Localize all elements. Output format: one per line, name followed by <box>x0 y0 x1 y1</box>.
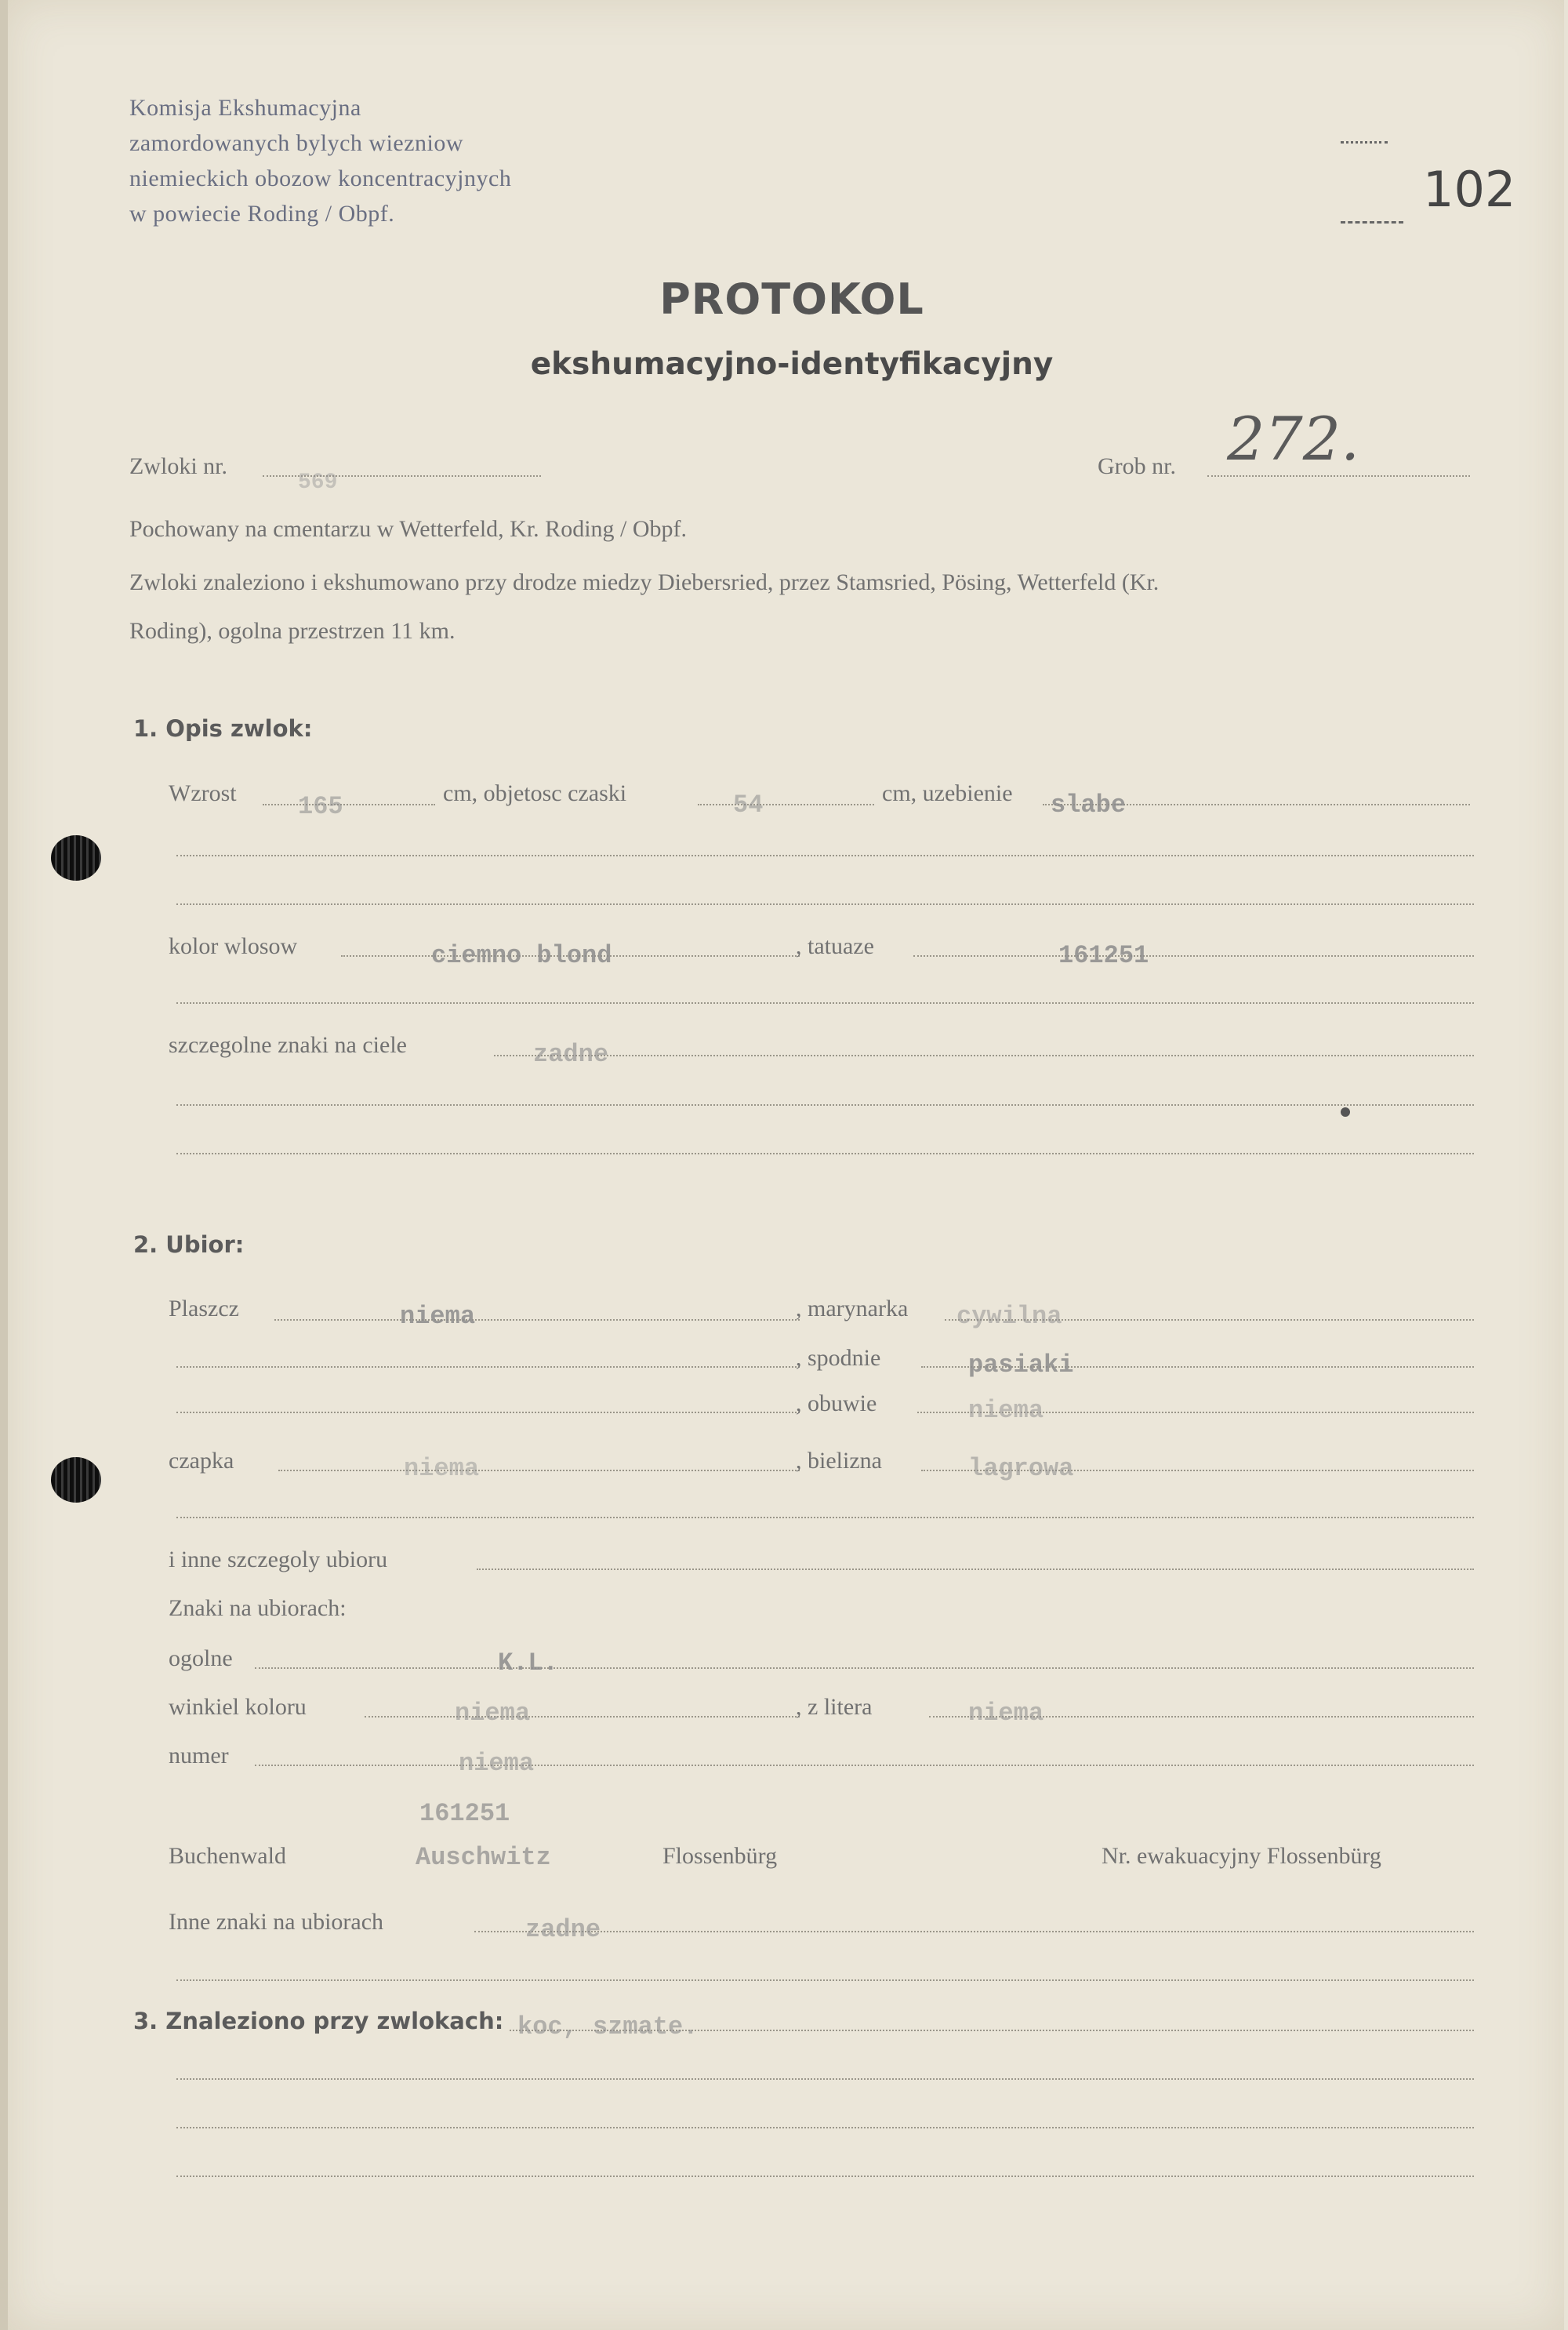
grob-label: Grob nr. <box>1098 453 1176 479</box>
hair-color-value: ciemno blond <box>431 941 612 970</box>
blank-line <box>176 2176 1474 2177</box>
marks-dotted-line <box>494 1055 1474 1056</box>
numer-dotted-line <box>255 1765 1474 1766</box>
inne-znaki-value: zadne <box>525 1915 601 1944</box>
marks-label: szczegolne znaki na ciele <box>169 1032 407 1058</box>
numer-value: niema <box>459 1749 535 1778</box>
corner-mark-lower <box>1341 221 1403 224</box>
tattoo-value: 161251 <box>1058 941 1149 970</box>
plaszcz-label: Plaszcz <box>169 1296 239 1321</box>
section-2-heading: 2. Ubior: <box>133 1231 245 1258</box>
page-title: PROTOKOL <box>659 274 924 324</box>
punch-hole-lower <box>51 1457 101 1503</box>
commission-header <box>129 90 511 231</box>
tattoo-dotted-line <box>913 955 1474 957</box>
camp-auschwitz: Auschwitz <box>416 1843 551 1872</box>
punch-hole-upper <box>51 835 101 881</box>
ogolne-dotted-line <box>255 1667 1474 1669</box>
czaszka-value: 54 <box>733 791 764 820</box>
numer-label: numer <box>169 1743 229 1768</box>
page-number: 102 <box>1423 161 1516 218</box>
blank-line <box>176 2078 1474 2080</box>
camp-buchenwald: Buchenwald <box>169 1843 286 1869</box>
blank-line <box>176 903 1474 905</box>
org-line-2: zamordowanych bylych wiezniow <box>129 130 464 156</box>
bielizna-value: lagrowa <box>968 1454 1074 1483</box>
winkiel-dotted-line <box>365 1716 800 1718</box>
uzebienie-value: slabe <box>1051 791 1127 820</box>
litera-label: , z litera <box>796 1694 873 1720</box>
evacuation-number-label: Nr. ewakuacyjny Flossenbürg <box>1102 1843 1381 1869</box>
czapka-value: niema <box>404 1454 480 1483</box>
ink-dot <box>1341 1107 1350 1117</box>
camp-flossenburg: Flossenbürg <box>662 1843 778 1869</box>
burial-text: Pochowany na cmentarzu w Wetterfeld, Kr. Roding / Obpf. <box>129 516 688 542</box>
inne-znaki-label: Inne znaki na ubiorach <box>169 1909 384 1935</box>
inne-szczegoly-label: i inne szczegoly ubioru <box>169 1547 388 1572</box>
plaszcz-value: niema <box>400 1302 476 1331</box>
page-edge-shadow <box>0 0 8 2330</box>
cm-czaszka-label: cm, objetosc czaski <box>443 780 627 806</box>
grob-dotted-line <box>1207 475 1470 477</box>
tattoo-label: , tatuaze <box>796 933 874 959</box>
wzrost-value: 165 <box>298 792 343 821</box>
found-items-value: koc, szmate. <box>517 2012 699 2041</box>
grob-value: 272. <box>1227 404 1360 474</box>
plaszcz-dotted-line <box>274 1319 800 1321</box>
blank-line <box>176 2127 1474 2128</box>
blank-line <box>176 1412 800 1413</box>
blank-line <box>176 1366 800 1368</box>
bielizna-label: , bielizna <box>796 1448 882 1474</box>
ogolne-value: K.L. <box>498 1648 558 1678</box>
winkiel-label: winkiel koloru <box>169 1694 307 1720</box>
org-line-1: Komisja Ekshumacyjna <box>129 95 361 121</box>
zwloki-value: 569 <box>298 471 338 495</box>
org-line-3: niemieckich obozow koncentracyjnych <box>129 165 512 191</box>
section-3-heading: 3. Znaleziono przy zwlokach: <box>133 2008 504 2034</box>
spodnie-label: , spodnie <box>796 1345 881 1371</box>
found-text-line-1: Zwloki znaleziono i ekshumowano przy drodze miedzy Diebersried, przez Stamsried, Pösing, Wetterfeld (Kr. <box>129 569 1160 595</box>
obuwie-value: niema <box>968 1396 1044 1425</box>
blank-line <box>176 1104 1474 1106</box>
obuwie-label: , obuwie <box>796 1390 877 1416</box>
cm-uzebienie-label: cm, uzebienie <box>882 780 1013 806</box>
blank-line <box>176 855 1474 856</box>
czapka-label: czapka <box>169 1448 234 1474</box>
zwloki-label: Zwloki nr. <box>129 453 227 479</box>
marks-value: zadne <box>533 1040 609 1069</box>
blank-line <box>176 1002 1474 1004</box>
wzrost-dotted-line <box>263 804 435 805</box>
ogolne-label: ogolne <box>169 1645 233 1671</box>
hair-color-label: kolor wlosow <box>169 933 298 959</box>
marynarka-value: cywilna <box>956 1302 1062 1331</box>
znaki-label: Znaki na ubiorach: <box>169 1595 347 1621</box>
corner-mark <box>1341 141 1388 144</box>
inne-dotted-line <box>477 1568 1474 1570</box>
czapka-dotted-line <box>278 1470 800 1471</box>
spodnie-value: pasiaki <box>968 1350 1074 1379</box>
wzrost-label: Wzrost <box>169 780 237 806</box>
blank-line <box>176 1153 1474 1154</box>
litera-value: niema <box>968 1699 1044 1728</box>
prisoner-number: 161251 <box>419 1799 510 1828</box>
org-line-4: w powiecie Roding / Obpf. <box>129 201 395 227</box>
blank-line <box>176 1517 1474 1518</box>
section-1-heading: 1. Opis zwlok: <box>133 715 313 742</box>
blank-line <box>176 1979 1474 1981</box>
found-text-line-2: Roding), ogolna przestrzen 11 km. <box>129 618 456 644</box>
czaszka-dotted-line <box>698 804 874 805</box>
winkiel-value: niema <box>455 1699 531 1728</box>
inne-znaki-dotted-line <box>474 1931 1474 1932</box>
page-subtitle: ekshumacyjno-identyfikacyjny <box>530 347 1054 382</box>
marynarka-label: , marynarka <box>796 1296 909 1321</box>
document-page <box>8 0 1564 2330</box>
